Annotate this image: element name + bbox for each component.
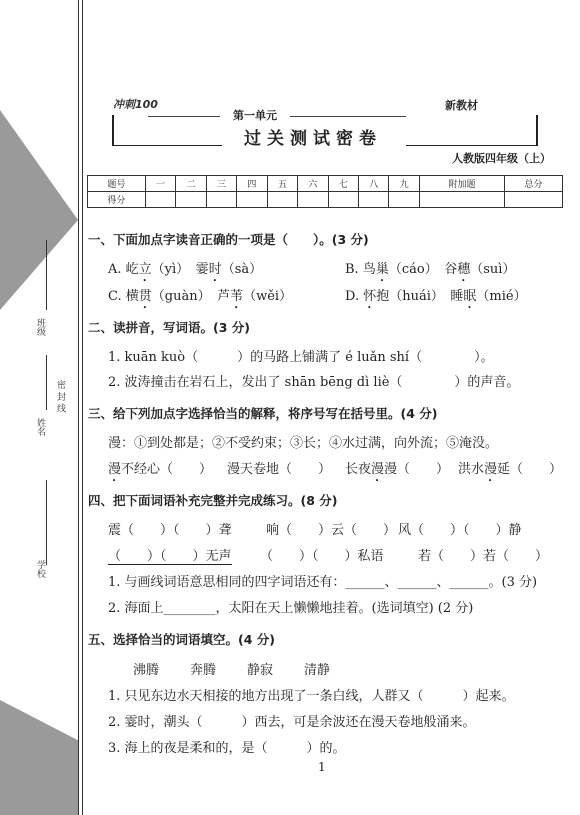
- score-cell: 附加题: [419, 176, 504, 192]
- name-blank: [46, 355, 47, 410]
- score-input-cell[interactable]: [505, 192, 563, 208]
- score-cell: 六: [298, 176, 328, 192]
- score-cell: 五: [267, 176, 297, 192]
- score-table: [87, 175, 563, 208]
- score-input-cell[interactable]: [298, 192, 328, 208]
- q1-option-d: D. 怀抱（huái） 睡眠（mié）: [345, 289, 527, 304]
- q4-idiom-1: 震（ ）（ ）聋: [108, 523, 232, 538]
- q5-word-3: 静寂: [247, 663, 274, 678]
- q5-word-1: 沸腾: [133, 663, 160, 678]
- score-input-cell[interactable]: [328, 192, 358, 208]
- name-label: 姓名: [35, 418, 45, 436]
- score-cell: 总分: [505, 176, 563, 192]
- q3-item-3: 长夜漫漫（ ）: [345, 462, 450, 477]
- q5-line-1: 1. 只见东边水天相接的地方出现了一条白线，人群又（ ）起来。: [108, 689, 515, 704]
- q4-idiom-5: 若（ ）若（ ）: [418, 549, 549, 564]
- q3-heading: 三、给下列加点字选择恰当的解释，将序号写在括号里。(4 分): [88, 406, 438, 421]
- q4-question-1: 1. 与画线词语意思相同的四字词语还有：______、______、______。(3 分): [108, 575, 538, 590]
- q4-idiom-3: 风（ ）（ ）静: [398, 523, 522, 538]
- q3-item-4: 洪水漫延（ ）: [458, 462, 563, 477]
- q5-word-4: 清静: [304, 663, 331, 678]
- edition-label: 人教版四年级（上）: [452, 152, 551, 165]
- q1-option-b: B. 鸟巢（cáo） 谷穗（suì）: [345, 262, 516, 277]
- score-input-cell[interactable]: [176, 192, 206, 208]
- q3-definitions: 漫：①到处都是；②不受约束；③长；④水过满，向外流；⑤淹没。: [108, 436, 499, 451]
- school-blank: [46, 480, 47, 565]
- page-title: 过关测试密卷: [244, 129, 382, 149]
- q3-item-2: 漫天卷地（ ）: [227, 462, 332, 477]
- score-input-cell[interactable]: [389, 192, 419, 208]
- q1-option-c: C. 横贯（guàn） 芦苇（wěi）: [108, 289, 293, 304]
- q2-line-2: 2. 波涛撞击在岩石上，发出了 shān bēng dì liè（ ）的声音。: [108, 375, 520, 390]
- score-input-cell[interactable]: [419, 192, 504, 208]
- q5-heading: 五、选择恰当的词语填空。(4 分): [88, 632, 275, 647]
- score-cell: 九: [389, 176, 419, 192]
- score-cell: 得分: [88, 192, 146, 208]
- score-cell: 题号: [88, 176, 146, 192]
- q5-line-2: 2. 霎时，潮头（ ）西去，可是余波还在漫天卷地般涌来。: [108, 715, 476, 730]
- q4-question-2: 2. 海面上________，太阳在天上懒懒地挂着。(选词填空) (2 分): [108, 601, 474, 616]
- class-blank: [46, 240, 47, 310]
- q2-heading: 二、读拼音，写词语。(3 分): [88, 320, 250, 335]
- score-table-header-row: [88, 176, 563, 192]
- q1-heading: 一、下面加点字读音正确的一项是（ ）。(3 分): [88, 232, 369, 247]
- binding-line-inner: [82, 0, 83, 815]
- score-table-score-row: [88, 192, 563, 208]
- q5-line-3: 3. 海上的夜是柔和的，是（ ）的。: [108, 741, 346, 756]
- score-cell: 二: [176, 176, 206, 192]
- score-input-cell[interactable]: [206, 192, 236, 208]
- school-label: 学校: [35, 560, 45, 578]
- left-decoration-bottom: [0, 700, 78, 815]
- score-cell: 七: [328, 176, 358, 192]
- score-input-cell[interactable]: [237, 192, 267, 208]
- q3-item-1: 漫不经心（ ）: [108, 462, 213, 477]
- binding-line: [78, 0, 79, 815]
- q5-word-2: 奔腾: [190, 663, 217, 678]
- q2-line-1: 1. kuān kuò（ ）的马路上铺满了 é luǎn shí（ ）。: [108, 350, 494, 365]
- page-number: 1: [318, 760, 326, 774]
- score-input-cell[interactable]: [359, 192, 389, 208]
- q4-idiom-2: 响（ ）云（ ）: [266, 523, 397, 538]
- class-label: 班级: [35, 318, 45, 336]
- score-cell: 一: [145, 176, 175, 192]
- seal-line-text: 密 封 线: [55, 380, 65, 413]
- score-input-cell[interactable]: [267, 192, 297, 208]
- score-cell: 三: [206, 176, 236, 192]
- score-cell: 四: [237, 176, 267, 192]
- q4-heading: 四、把下面词语补充完整并完成练习。(8 分): [88, 493, 338, 508]
- unit-banner: 第一单元: [233, 109, 277, 122]
- new-textbook-tag: 新教材: [445, 99, 478, 112]
- brand-logo-text: 冲刺100: [113, 98, 158, 111]
- q4-idiom-4: （ ）（ ）私语: [260, 549, 384, 564]
- header-rule-right: [290, 116, 406, 117]
- q4-idiom-underlined: （ ）（ ）无声: [108, 549, 232, 564]
- q1-option-a: A. 屹立（yì） 霎时（sà）: [108, 262, 263, 277]
- score-cell: 八: [359, 176, 389, 192]
- score-input-cell[interactable]: [145, 192, 175, 208]
